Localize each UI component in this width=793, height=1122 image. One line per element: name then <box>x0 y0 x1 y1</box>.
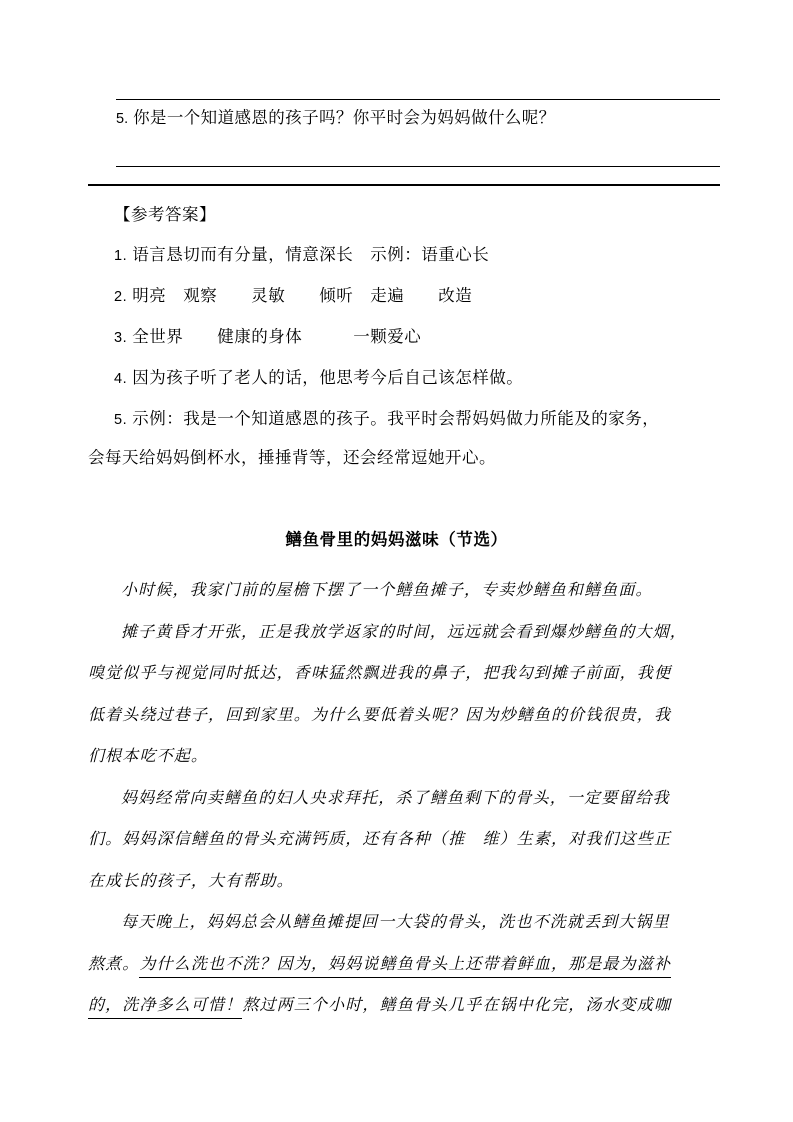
answer-item <box>114 244 724 267</box>
question-block <box>88 92 720 167</box>
answer-item <box>114 285 724 308</box>
answer-text: 明亮 观察 灵敏 倾听 走遍 改造 <box>132 287 473 305</box>
passage-line <box>88 736 728 778</box>
question-prompt: 你是一个知道感恩的孩子吗？你平时会为妈妈做什么呢？ <box>133 109 556 127</box>
answer-item <box>114 408 724 431</box>
answer-item <box>114 326 724 349</box>
passage-text: 每天晚上，妈妈总会从鳝鱼摊提回一大袋的骨头，洗也不洗就丢到大锅里 <box>121 914 670 931</box>
answers-section <box>88 196 724 469</box>
passage-text: 们根本吃不起。 <box>88 748 209 765</box>
passage-line <box>88 695 728 737</box>
passage-line <box>88 570 728 612</box>
passage-line <box>88 819 728 861</box>
passage-line <box>88 985 728 1027</box>
answer-text: 因为孩子听了老人的话，他思考今后自己该怎样做。 <box>132 369 524 387</box>
passage-line <box>88 861 728 903</box>
passage-line <box>88 612 728 654</box>
answer-text: 全世界 健康的身体 一颗爱心 <box>132 328 422 346</box>
passage-line <box>88 902 728 944</box>
answer-text: 示例：我是一个知道感恩的孩子。我平时会帮妈妈做力所能及的家务， <box>132 410 660 428</box>
answer-number: 2. <box>114 289 128 305</box>
passage-text: 在成长的孩子，大有帮助。 <box>88 872 294 890</box>
answer-number: 3. <box>114 330 128 346</box>
passage-title: 鳝鱼骨里的妈妈滋味（节选） <box>285 530 508 549</box>
passage-line <box>88 778 728 820</box>
answer-number: 5. <box>114 412 128 428</box>
passage-text: 妈妈经常向卖鳝鱼的妇人央求拜托，杀了鳝鱼剩下的骨头，一定要留给我 <box>121 789 670 807</box>
answer-number: 1. <box>114 248 128 264</box>
passage-line <box>88 653 728 695</box>
question-number: 5. <box>116 111 129 127</box>
question-text-line <box>116 106 720 131</box>
answer-rule-bottom <box>116 166 720 167</box>
passage-text: 们。妈妈深信鳝鱼的骨头充满钙质，还有各种（推 维）生素，对我们这些正 <box>88 831 672 848</box>
answer-item <box>114 367 724 390</box>
passage-body <box>88 570 728 1027</box>
passage-text: 小时候，我家门前的屋檐下摆了一个鳝鱼摊子，专卖炒鳝鱼和鳝鱼面。 <box>121 582 653 599</box>
answer-number: 4. <box>114 371 128 387</box>
passage-text: 摊子黄昏才开张，正是我放学返家的时间，远远就会看到爆炒鳝鱼的大烟， <box>121 623 687 641</box>
section-divider <box>88 184 720 186</box>
answer-rule-top <box>116 99 720 100</box>
passage-line <box>88 944 728 986</box>
answer-item-continuation: 会每天给妈妈倒杯水，捶捶背等，还会经常逗她开心。 <box>88 449 496 467</box>
answer-text: 语言恳切而有分量，情意深长 示例：语重心长 <box>132 246 490 264</box>
passage-underlined-text: 的，洗净多么可惜！ <box>88 997 242 1019</box>
passage-text: 熬煮。 <box>88 955 140 973</box>
passage-underlined-text: 为什么洗也不洗？因为，妈妈说鳝鱼骨头上还带着鲜血，那是最为滋补 <box>139 956 671 978</box>
passage-text: 嗅觉似乎与视觉同时抵达，香味猛然飘进我的鼻子，把我勾到摊子前面，我便 <box>88 665 672 682</box>
answers-heading: 【参考答案】 <box>114 206 216 224</box>
passage-text: 低着头绕过巷子，回到家里。为什么要低着头呢？因为炒鳝鱼的价钱很贵，我 <box>88 706 672 724</box>
passage-text: 熬过两三个小时，鳝鱼骨头几乎在锅中化完，汤水变成咖 <box>242 997 672 1014</box>
